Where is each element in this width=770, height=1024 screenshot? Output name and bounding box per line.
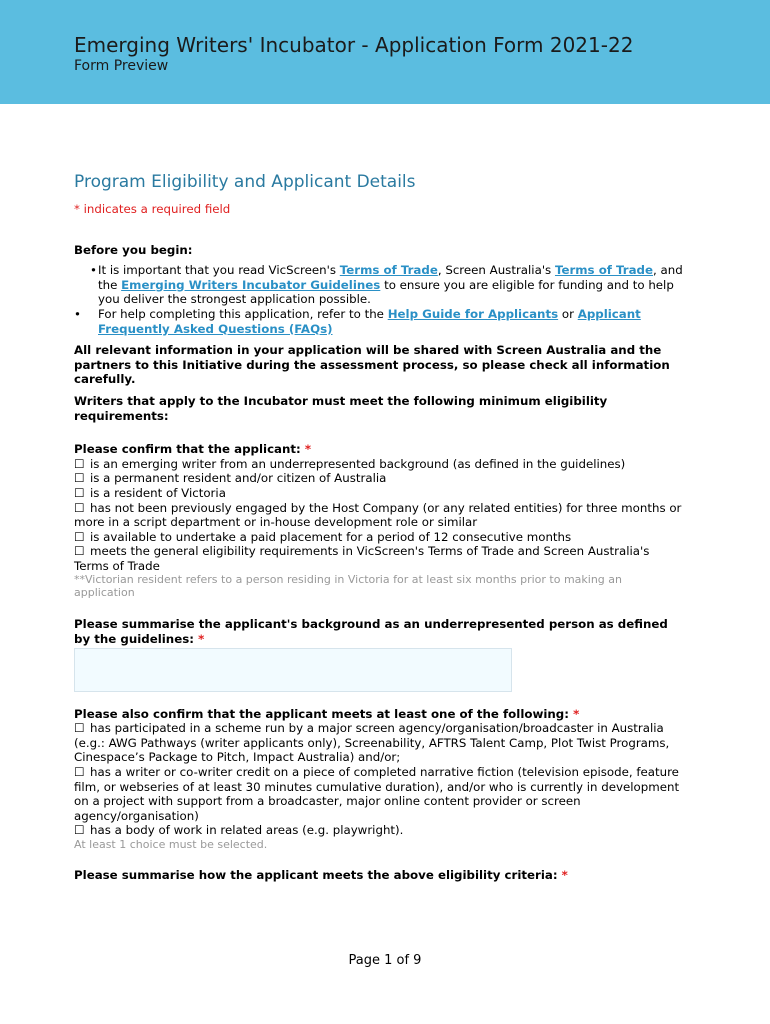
- required-star: *: [304, 442, 312, 457]
- checkbox-option-general-eligibility[interactable]: ☐ meets the general eligibility requirements in VicScreen's Terms of Trade and Screen Australia's Terms of Trade: [74, 544, 650, 573]
- shared-notice: All relevant information in your application will be shared with Screen Australia and the partners to this Initiative during the assessment process, so please check all information carefully.: [74, 343, 670, 387]
- checkbox-option-scheme[interactable]: ☐ has participated in a scheme run by a major screen agency/organisation/broadcaster in Australia (e.g.: AWG Pathways (writer applicants only), Screenability, AFTRS Talent Camp, Plot Twist Programs, Cinespace’s Package to Pitch, Impact Australia) and/or;: [74, 721, 670, 765]
- list-item: [74, 306, 684, 336]
- faq-link[interactable]: Applicant Frequently Asked Questions (FAQs): [98, 306, 641, 336]
- before-heading: Before you begin:: [74, 242, 193, 257]
- victorian-resident-note: **Victorian resident refers to a person residing in Victoria for at least six months prior to making an application: [74, 573, 622, 600]
- confirm-label: Please confirm that the applicant: *: [74, 442, 312, 457]
- background-textarea[interactable]: [74, 648, 512, 692]
- checkbox-icon[interactable]: ☐: [74, 500, 85, 515]
- bullet-text: , Screen Australia's: [437, 263, 555, 278]
- checkbox-icon[interactable]: ☐: [74, 544, 85, 559]
- background-label: Please summarise the applicant's background as an underrepresented person as defined by the guidelines: *: [74, 617, 668, 647]
- before-list: [74, 263, 684, 336]
- criteria-label: Please summarise how the applicant meets the above eligibility criteria: *: [74, 868, 568, 882]
- selection-note: At least 1 choice must be selected.: [74, 838, 268, 851]
- checkbox-option-body-of-work[interactable]: ☐ has a body of work in related areas (e.g. playwright).: [74, 823, 404, 838]
- section-title: Program Eligibility and Applicant Details: [74, 172, 416, 192]
- checkbox-icon[interactable]: ☐: [74, 485, 85, 500]
- checkbox-icon[interactable]: ☐: [74, 529, 85, 544]
- checkbox-option-victoria-resident[interactable]: ☐ is a resident of Victoria: [74, 485, 226, 500]
- bullet-text: It is important that you read VicScreen's: [98, 263, 340, 278]
- also-confirm-label: Please also confirm that the applicant meets at least one of the following: *: [74, 706, 580, 721]
- bullet-icon: •: [74, 306, 81, 321]
- required-star: *: [573, 706, 580, 721]
- guidelines-link[interactable]: Emerging Writers Incubator Guidelines: [121, 277, 381, 292]
- checkbox-option-writer-credit[interactable]: ☐ has a writer or co-writer credit on a piece of completed narrative fiction (television episode, feature film, or webseries of at least 30 minutes cumulative duration), and/or who is currently in development on a project with support from a broadcaster, major online content provider or screen agency/organisation): [74, 765, 680, 823]
- form-title: Emerging Writers' Incubator - Application Form 2021-22: [74, 33, 634, 57]
- checkbox-icon[interactable]: ☐: [74, 823, 85, 838]
- checkbox-option-emerging-writer[interactable]: ☐ is an emerging writer from an underrepresented background (as defined in the guidelines): [74, 456, 626, 471]
- bullet-icon: •: [90, 263, 97, 278]
- bullet-text: to ensure you are eligible for funding and to help you deliver the strongest application possible.: [98, 277, 674, 307]
- required-star: *: [198, 632, 205, 647]
- bullet-text: For help completing this application, refer to the: [98, 306, 388, 321]
- checkbox-option-resident-citizen[interactable]: ☐ is a permanent resident and/or citizen of Australia: [74, 471, 387, 486]
- checkbox-icon[interactable]: ☐: [74, 471, 85, 486]
- eligibility-intro: Writers that apply to the Incubator must meet the following minimum eligibility requirements:: [74, 393, 608, 423]
- form-header: [0, 0, 770, 104]
- bullet-text: or: [558, 306, 578, 321]
- also-confirm-options: [74, 721, 684, 838]
- vicscreen-terms-link[interactable]: Terms of Trade: [339, 263, 438, 278]
- bullet-text: , and the: [98, 263, 683, 292]
- checkbox-option-not-engaged[interactable]: ☐ has not been previously engaged by the Host Company (or any related entities) for three months or more in a script department or in-house development role or similar: [74, 500, 682, 530]
- form-content: [74, 171, 684, 883]
- confirm-options: [74, 457, 684, 574]
- screen-australia-terms-link[interactable]: Terms of Trade: [554, 263, 654, 278]
- required-note: * indicates a required field: [74, 202, 231, 216]
- checkbox-icon[interactable]: ☐: [74, 721, 85, 736]
- checkbox-icon[interactable]: ☐: [74, 456, 85, 471]
- list-item: [90, 263, 684, 307]
- checkbox-icon[interactable]: ☐: [74, 765, 85, 780]
- help-guide-link[interactable]: Help Guide for Applicants: [387, 306, 559, 321]
- page-number: Page 1 of 9: [348, 953, 422, 968]
- checkbox-option-available[interactable]: ☐ is available to undertake a paid placement for a period of 12 consecutive months: [74, 529, 572, 544]
- required-star: *: [561, 868, 568, 882]
- form-subtitle: Form Preview: [74, 58, 169, 74]
